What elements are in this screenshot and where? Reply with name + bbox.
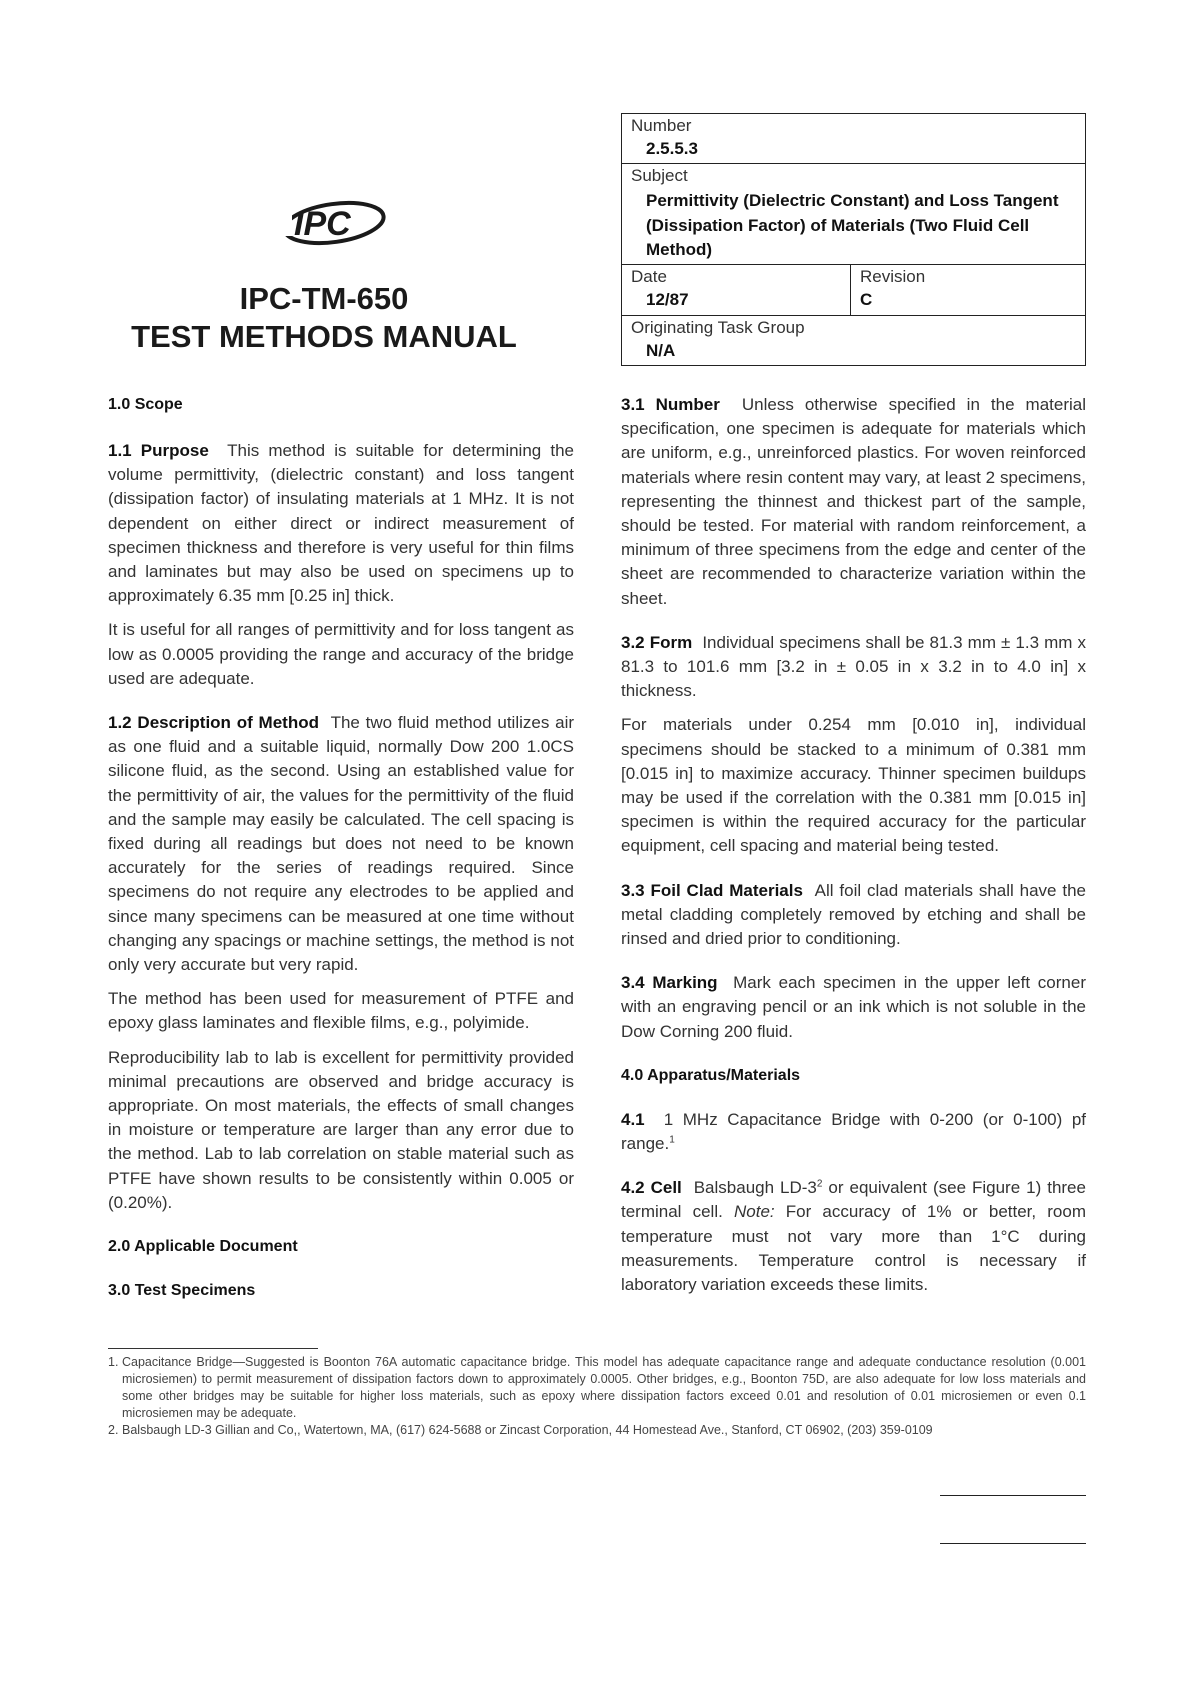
description-paragraph-3: Reproducibility lab to lab is excellent for permittivity provided minimal precautions are observed and bridge accuracy is appropriate. On most materials, the effects of small changes in moisture or temperature are larger than any error due to the method. Lab to lab correlation on stable material such as PTFE have shown results to be consistently within 0.005 or (0.20%). <box>108 1047 574 1212</box>
footnote-1 <box>108 1354 1086 1422</box>
manual-title-line2: TEST METHODS MANUAL <box>131 319 517 354</box>
bridge-paragraph <box>621 1108 1086 1156</box>
form-text: Individual specimens shall be 81.3 mm ± 1.3 mm x 81.3 to 101.6 mm [3.2 in ± 0.05 in x 3.2 in to 4.0 in] x thickness. <box>621 632 1086 701</box>
right-column <box>621 393 1086 1297</box>
page-end-rule-2 <box>940 1543 1086 1544</box>
task-group-label: Originating Task Group <box>631 318 805 337</box>
footnote-ref-2: 2 <box>816 1178 823 1190</box>
purpose-heading: 1.1 Purpose <box>108 441 209 460</box>
purpose-paragraph-2: It is useful for all ranges of permittivity and for loss tangent as low as 0.0005 providing the range and accuracy of the bridge used are adequate. <box>108 620 574 688</box>
left-column <box>108 393 574 1303</box>
marking-paragraph <box>621 971 1086 1044</box>
description-paragraph-2: The method has been used for measurement of PTFE and epoxy glass laminates and flexible films, e.g., polyimide. <box>108 989 574 1033</box>
purpose-paragraph <box>108 439 574 608</box>
manual-title <box>108 280 540 356</box>
footnote-number: 2. <box>108 1423 119 1437</box>
marking-heading: 3.4 Marking <box>621 973 718 993</box>
cell-text-c: For accuracy of 1% or better, room temperature must not vary more than 1°C during measurements. Temperature control is necessary if laboratory variation exceeds these limits. <box>621 1202 1086 1295</box>
task-group-row <box>622 316 1085 366</box>
footnotes <box>108 1354 1086 1439</box>
applicable-document-heading: 2.0 Applicable Document <box>108 1238 298 1256</box>
logo-text: IPC <box>294 205 351 243</box>
foil-clad-paragraph <box>621 879 1086 952</box>
description-text: The two fluid method utilizes air as one fluid and a suitable liquid, normally Dow 200 1.0CS silicone fluid, as the second. Using an established value for the permittivity of air, the values for the permittivity of the fluid and the sample may easily be calculated. The cell spacing is fixed during all readings but does not need to be known accurately for the series of readings required. Since specimens do not require any electrodes to be applied and since many specimens can be measured at one time without changing any spacings or machine settings, the method is not only very accurate but very rapid. <box>108 713 575 975</box>
form-heading: 3.2 Form <box>621 632 693 652</box>
page-end-rule-1 <box>940 1495 1086 1496</box>
number-row <box>622 114 1085 164</box>
date-value: 12/87 <box>646 290 689 309</box>
task-group-value: N/A <box>646 341 676 360</box>
subject-value: Permittivity (Dielectric Constant) and Loss Tangent (Dissipation Factor) of Materials (Two Fluid Cell Method) <box>646 191 1059 259</box>
cell-note-label: Note: <box>733 1202 775 1222</box>
manual-title-line1: IPC-TM-650 <box>239 281 409 316</box>
ipc-logo-icon <box>278 198 394 248</box>
test-specimens-heading: 3.0 Test Specimens <box>108 1282 256 1300</box>
ipc-logo <box>278 198 394 248</box>
date-revision-row <box>622 265 1085 316</box>
revision-label: Revision <box>860 267 926 286</box>
cell-paragraph <box>621 1176 1086 1297</box>
description-heading: 1.2 Description of Method <box>108 713 319 733</box>
revision-cell <box>850 265 1085 315</box>
number-value: 2.5.5.3 <box>646 139 698 158</box>
cell-text-a: Balsbaugh LD-3 <box>693 1178 817 1198</box>
purpose-text: This method is suitable for determining the volume permittivity, (dielectric constant) and loss tangent (dissipation factor) of insulating materials at 1 MHz. It is not dependent on either direct or indirect measurement of specimen thickness and therefore is very useful for thin films and laminates but may also be used on specimens up to approximately 6.35 mm [0.25 in] thick. <box>108 441 575 606</box>
cell-heading: 4.2 Cell <box>621 1178 682 1198</box>
scope-heading: 1.0 Scope <box>108 396 183 413</box>
subject-label: Subject <box>631 166 688 185</box>
subject-row <box>622 164 1085 265</box>
apparatus-heading: 4.0 Apparatus/Materials <box>621 1066 801 1084</box>
footnote-2 <box>108 1422 1086 1439</box>
footnote-text: Capacitance Bridge—Suggested is Boonton 76A automatic capacitance bridge. This model has adequate capacitance range and adequate conductance resolution (0.001 microsiemen) to permit measurement of dissipation factors down to approximately 0.0005. Other bridges, e.g., Boonton 75D, are also adequate for low loss materials and some other bridges may be suitable for higher loss materials, such as epoxy where dissipation factors exceed 0.01 and resolution of 0.01 microsiemen or even 0.1 microsiemen may be adequate. <box>122 1355 1086 1420</box>
foil-clad-heading: 3.3 Foil Clad Materials <box>621 880 803 900</box>
bridge-text: 1 MHz Capacitance Bridge with 0-200 (or 0-100) pf range. <box>621 1109 1086 1154</box>
number-paragraph <box>621 393 1086 611</box>
revision-value: C <box>860 290 873 309</box>
foil-clad-text: All foil clad materials shall have the metal cladding completely removed by etching and shall be rinsed and dried prior to conditioning. <box>621 880 1086 949</box>
date-cell <box>622 265 850 315</box>
document-info-box <box>621 113 1086 366</box>
footnote-divider <box>108 1348 318 1349</box>
form-paragraph <box>621 631 1086 704</box>
form-paragraph-2: For materials under 0.254 mm [0.010 in], individual specimens should be stacked to a minimum of 0.381 mm [0.015 in] to maximize accuracy. Thinner specimen buildups may be used if the correlation with the 0.381 mm [0.015 in] specimen is within the required accuracy for the particular equipment, cell spacing and material being tested. <box>621 715 1086 856</box>
description-paragraph <box>108 711 574 977</box>
number-text: Unless otherwise specified in the material specification, one specimen is adequate for materials which are uniform, e.g., unreinforced plastics. For woven reinforced materials where resin content may vary, at least 2 specimens, representing the thinnest and thickest part of the sample, should be tested. For material with random reinforcement, a minimum of three specimens from the edge and center of the sheet are recommended to characterize variation within the sheet. <box>621 395 1086 608</box>
date-label: Date <box>631 267 667 286</box>
number-heading: 3.1 Number <box>621 395 720 414</box>
marking-text: Mark each specimen in the upper left corner with an engraving pencil or an ink which is not soluble in the Dow Corning 200 fluid. <box>621 973 1086 1041</box>
number-label: Number <box>631 116 692 135</box>
cell-text-b: or equivalent (see Figure 1) three terminal cell. <box>621 1178 1086 1222</box>
bridge-heading: 4.1 <box>621 1109 645 1129</box>
footnote-number: 1. <box>108 1355 119 1369</box>
footnote-text: Balsbaugh LD-3 Gillian and Co,, Watertown, MA, (617) 624-5688 or Zincast Corporation, 44 Homestead Ave., Stanford, CT 06902, (203) 359-0109 <box>122 1423 933 1437</box>
footnote-ref-1: 1 <box>669 1134 675 1146</box>
